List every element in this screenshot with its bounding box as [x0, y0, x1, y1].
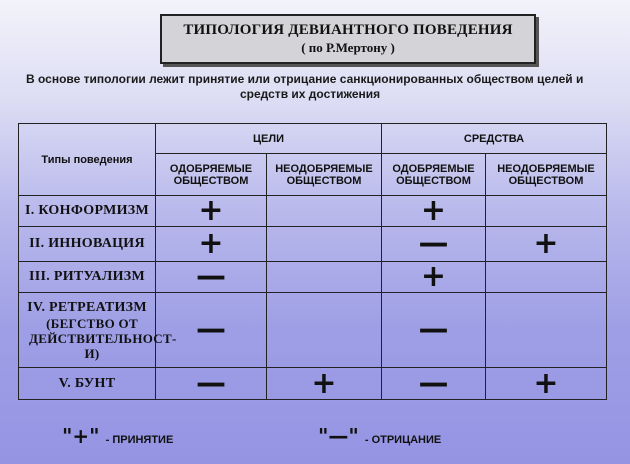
legend-minus-text: - ОТРИЦАНИЕ — [364, 434, 442, 446]
table-row — [19, 262, 607, 293]
mark-cell: + — [486, 227, 607, 262]
mark-cell — [267, 227, 382, 262]
mark-cell — [486, 293, 607, 368]
goals-disapproved-header: НЕОДОБРЯЕМЫЕ ОБЩЕСТВОМ — [267, 154, 382, 196]
page-title: ТИПОЛОГИЯ ДЕВИАНТНОГО ПОВЕДЕНИЯ — [183, 22, 513, 38]
title-box — [160, 14, 536, 64]
type-cell: II. ИННОВАЦИЯ — [19, 227, 156, 262]
mark-cell: + — [156, 196, 267, 227]
legend-plus-symbol: "+" — [62, 424, 100, 448]
intro-text — [26, 72, 616, 102]
means-approved-header: ОДОБРЯЕМЫЕ ОБЩЕСТВОМ — [382, 154, 486, 196]
header-row-groups — [19, 124, 607, 154]
table-row — [19, 293, 607, 368]
mark-cell: — — [156, 293, 267, 368]
means-disapproved-header: НЕОДОБРЯЕМЫЕ ОБЩЕСТВОМ — [486, 154, 607, 196]
legend-plus-text: - ПРИНЯТИЕ — [105, 434, 174, 446]
table-row — [19, 196, 607, 227]
intro-line-2: средств их достижения — [240, 87, 381, 101]
legend-minus-symbol: "—" — [318, 424, 359, 448]
intro-line-1: В основе типологии лежит принятие или отрицание санкционированных обществом целей и — [26, 72, 584, 86]
typology-table — [18, 123, 607, 400]
mark-cell — [486, 262, 607, 293]
goals-approved-header: ОДОБРЯЕМЫЕ ОБЩЕСТВОМ — [156, 154, 267, 196]
mark-cell — [267, 196, 382, 227]
page-subtitle: ( по Р.Мертону ) — [301, 40, 395, 55]
mark-cell: + — [382, 196, 486, 227]
table-row — [19, 368, 607, 400]
mark-cell: — — [382, 368, 486, 400]
means-header: СРЕДСТВА — [382, 124, 607, 154]
mark-cell — [267, 262, 382, 293]
mark-cell: + — [156, 227, 267, 262]
mark-cell: — — [382, 227, 486, 262]
mark-cell — [267, 293, 382, 368]
type-cell: III. РИТУАЛИЗМ — [19, 262, 156, 293]
mark-cell: — — [156, 368, 267, 400]
legend-plus — [62, 424, 173, 448]
mark-cell — [486, 196, 607, 227]
row-header: Типы поведения — [19, 124, 156, 196]
type-label: IV. РЕТРЕАТИЗМ — [27, 300, 147, 315]
legend-minus — [318, 424, 441, 448]
type-cell: V. БУНТ — [19, 368, 156, 400]
mark-cell: + — [486, 368, 607, 400]
mark-cell: — — [382, 293, 486, 368]
table-row — [19, 227, 607, 262]
type-cell — [19, 293, 177, 368]
mark-cell: + — [267, 368, 382, 400]
goals-header: ЦЕЛИ — [156, 124, 382, 154]
mark-cell: — — [156, 262, 267, 293]
mark-cell: + — [382, 262, 486, 293]
type-cell: I. КОНФОРМИЗМ — [19, 196, 156, 227]
type-note: (БЕГСТВО ОТ ДЕЙСТВИТЕЛЬНОСТ-И) — [29, 316, 177, 361]
